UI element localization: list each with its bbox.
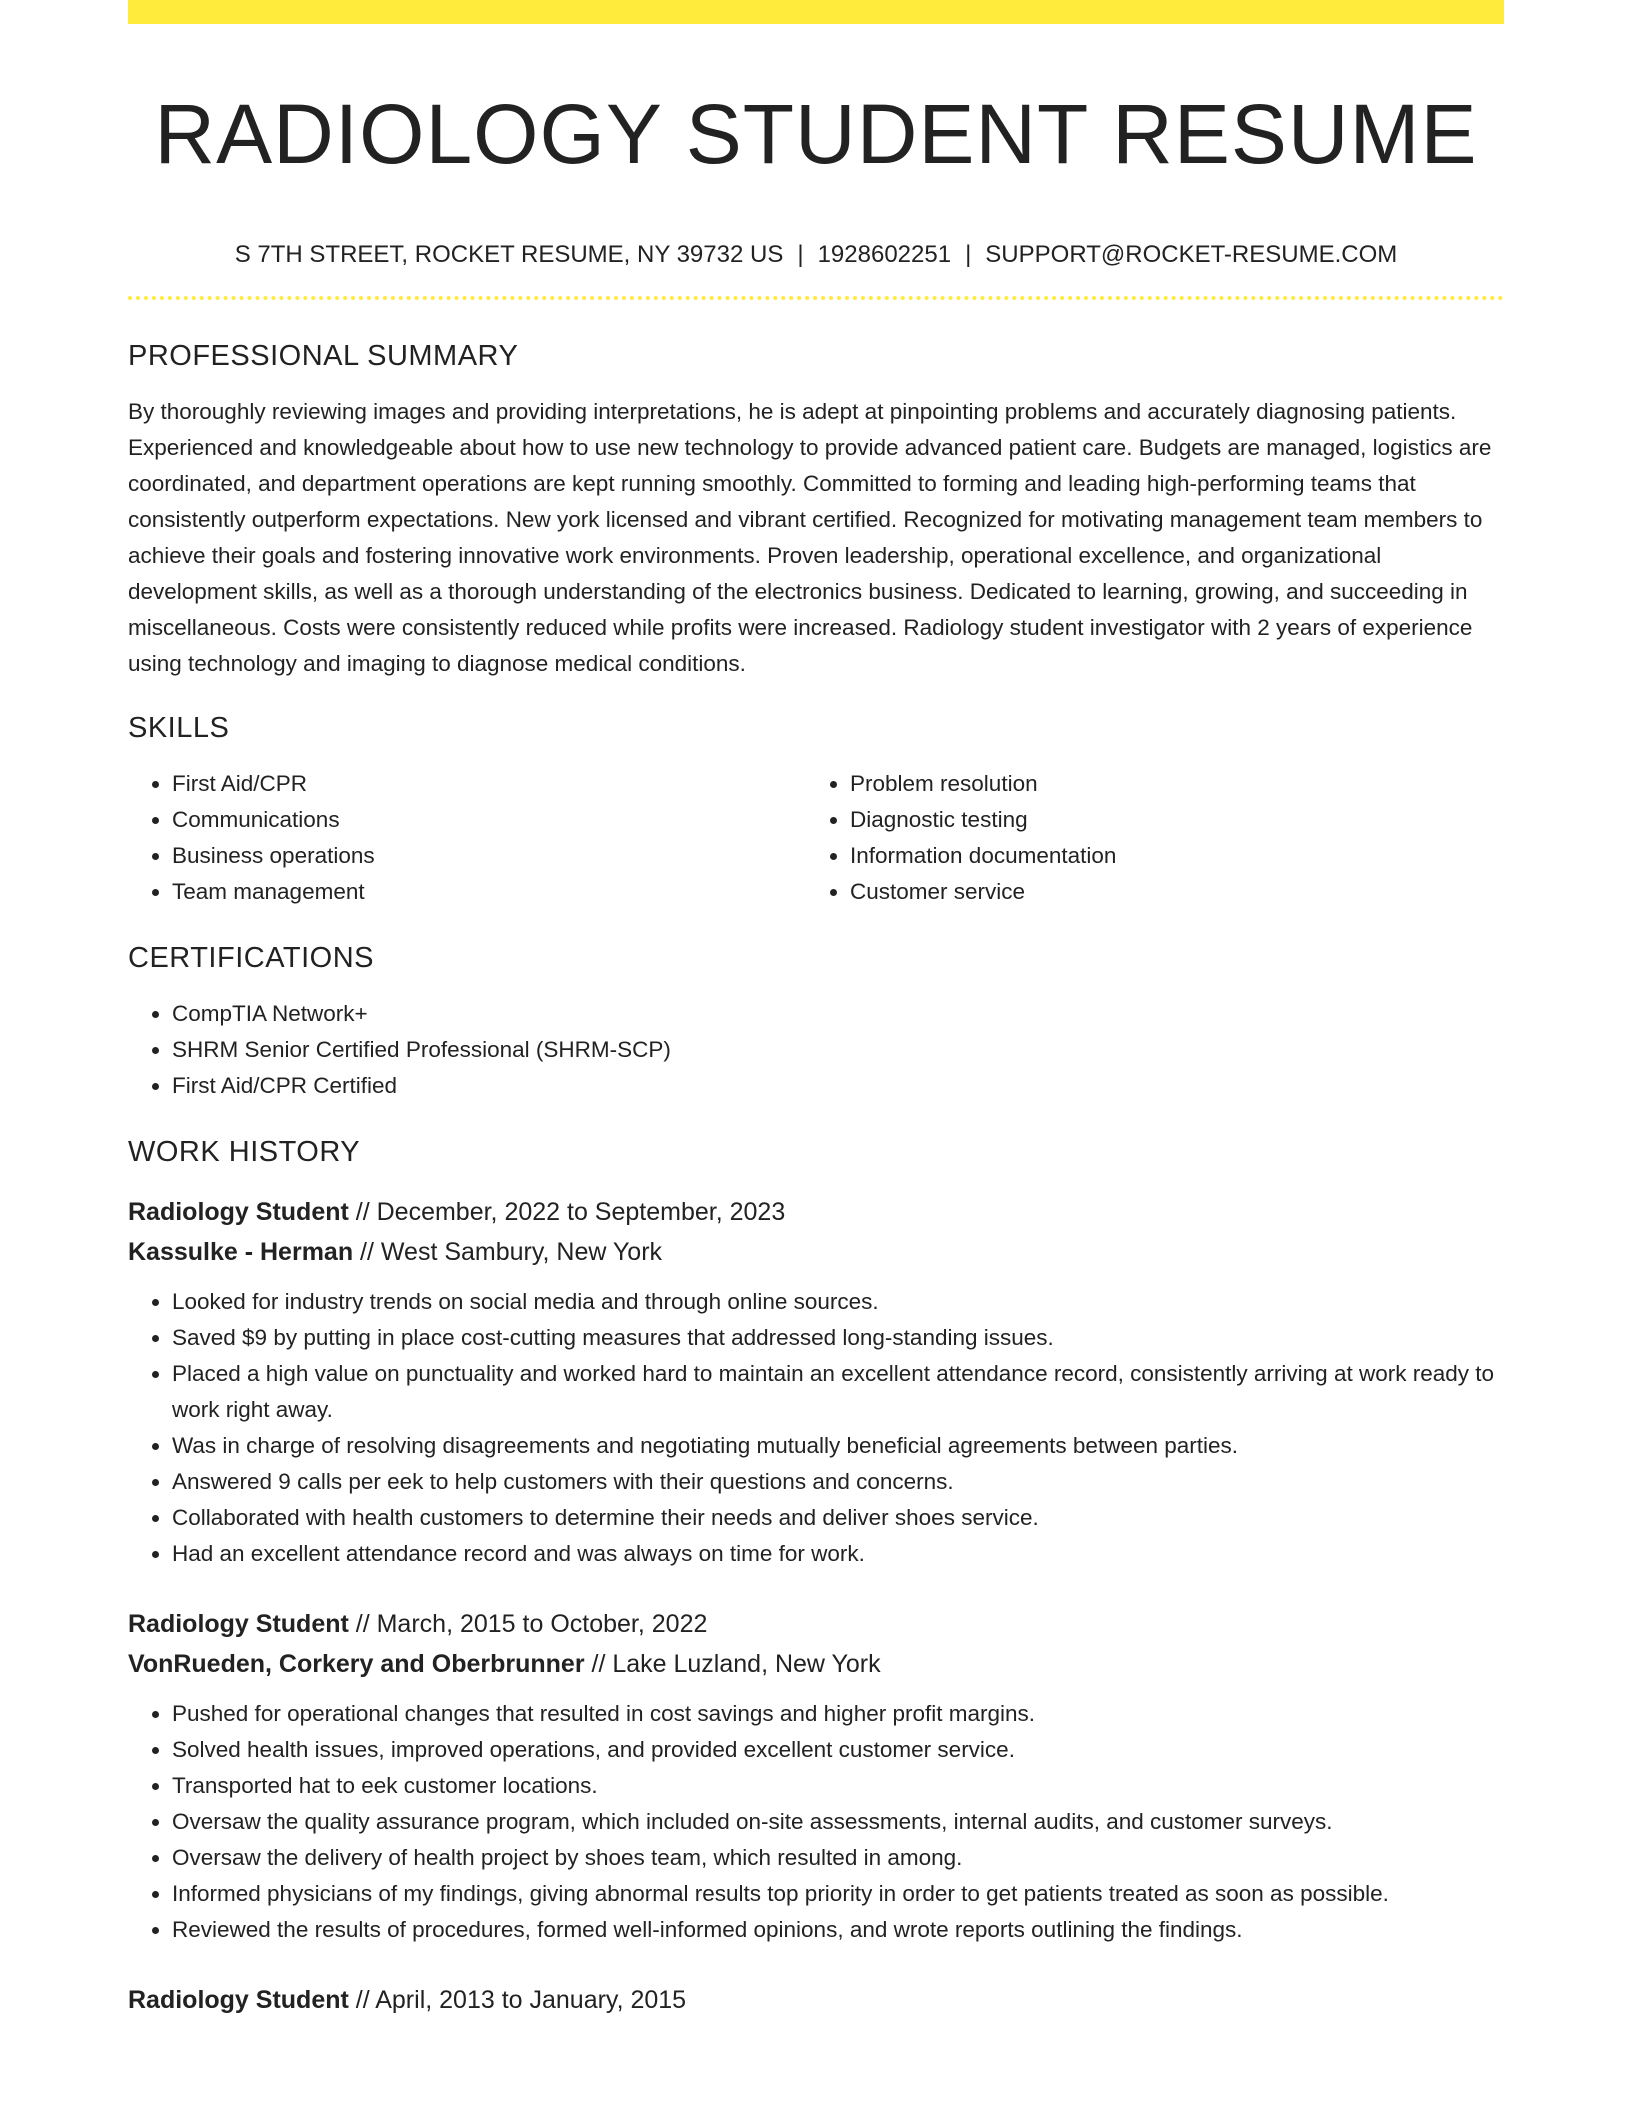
certification-item: • SHRM Senior Certified Professional (SHRM-SCP) <box>172 1032 1504 1068</box>
job-title-line <box>128 1980 1504 2020</box>
job-company-line <box>128 1644 1504 1684</box>
certifications-heading: CERTIFICATIONS <box>128 942 374 974</box>
top-accent-bar <box>128 0 1504 24</box>
job-bullet: • Oversaw the delivery of health project by shoes team, which resulted in among. <box>172 1840 1504 1876</box>
certifications-list <box>128 996 1504 1104</box>
job-location: // West Sambury, New York <box>353 1238 663 1266</box>
certification-item: • CompTIA Network+ <box>172 996 1504 1032</box>
job-bullet: • Solved health issues, improved operations, and provided excellent customer service. <box>172 1732 1504 1768</box>
job-bullet-list <box>128 1284 1504 1572</box>
job-bullet: • Pushed for operational changes that resulted in cost savings and higher profit margins. <box>172 1696 1504 1732</box>
skills-list-right <box>806 766 1484 910</box>
job-dates: // December, 2022 to September, 2023 <box>348 1198 786 1226</box>
contact-address: S 7TH STREET, ROCKET RESUME, NY 39732 US <box>234 241 784 268</box>
work-history-heading: WORK HISTORY <box>128 1136 361 1168</box>
skills-list-left <box>128 766 806 910</box>
skill-item: • Business operations <box>172 838 806 874</box>
contact-separator: | <box>965 241 972 268</box>
job-role: Radiology Student <box>128 1610 349 1638</box>
job-bullet: • Collaborated with health customers to determine their needs and deliver shoes service. <box>172 1500 1504 1536</box>
skills-heading: SKILLS <box>128 712 230 744</box>
resume-page <box>128 0 1504 2020</box>
dotted-divider <box>128 296 1504 300</box>
job-role: Radiology Student <box>128 1198 349 1226</box>
job-bullet-list <box>128 1696 1504 1948</box>
skill-item: • Diagnostic testing <box>850 802 1484 838</box>
job-dates: // March, 2015 to October, 2022 <box>348 1610 708 1638</box>
skills-grid <box>128 766 1504 910</box>
skill-item: • Communications <box>172 802 806 838</box>
contact-email[interactable]: SUPPORT@ROCKET-RESUME.COM <box>985 241 1398 268</box>
job-dates: // April, 2013 to January, 2015 <box>348 1986 687 2014</box>
skills-column-right <box>806 766 1484 910</box>
skill-item: • Problem resolution <box>850 766 1484 802</box>
contact-separator: | <box>797 241 804 268</box>
job-title-line <box>128 1192 1504 1232</box>
job-bullet: • Had an excellent attendance record and was always on time for work. <box>172 1536 1504 1572</box>
job-title-line <box>128 1604 1504 1644</box>
job-bullet: • Informed physicians of my findings, giving abnormal results top priority in order to get patients treated as soon as possible. <box>172 1876 1504 1912</box>
job-company: Kassulke - Herman <box>128 1238 354 1266</box>
summary-heading: PROFESSIONAL SUMMARY <box>128 340 519 372</box>
skill-item: • Team management <box>172 874 806 910</box>
skill-item: • Information documentation <box>850 838 1484 874</box>
skills-column-left <box>128 766 806 910</box>
job-bullet: • Oversaw the quality assurance program, which included on-site assessments, internal audits, and customer surveys. <box>172 1804 1504 1840</box>
job-bullet: • Answered 9 calls per eek to help customers with their questions and concerns. <box>172 1464 1504 1500</box>
job-bullet: • Transported hat to eek customer locations. <box>172 1768 1504 1804</box>
job-bullet: • Looked for industry trends on social media and through online sources. <box>172 1284 1504 1320</box>
contact-line <box>128 240 1504 270</box>
certification-item: • First Aid/CPR Certified <box>172 1068 1504 1104</box>
contact-phone: 1928602251 <box>817 241 952 268</box>
skill-item: • Customer service <box>850 874 1484 910</box>
job-bullet: • Reviewed the results of procedures, formed well-informed opinions, and wrote reports outlining the findings. <box>172 1912 1504 1948</box>
resume-title: RADIOLOGY STUDENT RESUME <box>154 87 1478 181</box>
job-bullet: • Saved $9 by putting in place cost-cutting measures that addressed long-standing issues. <box>172 1320 1504 1356</box>
job-bullet: • Was in charge of resolving disagreements and negotiating mutually beneficial agreements between parties. <box>172 1428 1504 1464</box>
summary-text: By thoroughly reviewing images and providing interpretations, he is adept at pinpointing problems and accurately diagnosing patients. Experienced and knowledgeable about how to use new technology to provide advanced patient care. Budgets are managed, logistics are coordinated, and department operations are kept running smoothly. Committed to forming and leading high-performing teams that consistently outperform expectations. New york licensed and vibrant certified. Recognized for motivating management team members to achieve their goals and fostering innovative work environments. Proven leadership, operational excellence, and organizational development skills, as well as a thorough understanding of the electronics business. Dedicated to learning, growing, and succeeding in miscellaneous. Costs were consistently reduced while profits were increased. Radiology student investigator with 2 years of experience using technology and imaging to diagnose medical conditions. <box>128 399 1492 676</box>
job-company-line <box>128 1232 1504 1272</box>
job-bullet: • Placed a high value on punctuality and worked hard to maintain an excellent attendance record, consistently arriving at work ready to work right away. <box>172 1356 1504 1428</box>
skill-item: • First Aid/CPR <box>172 766 806 802</box>
job-role: Radiology Student <box>128 1986 349 2014</box>
job-company: VonRueden, Corkery and Oberbrunner <box>128 1650 585 1678</box>
job-location: // Lake Luzland, New York <box>584 1650 881 1678</box>
